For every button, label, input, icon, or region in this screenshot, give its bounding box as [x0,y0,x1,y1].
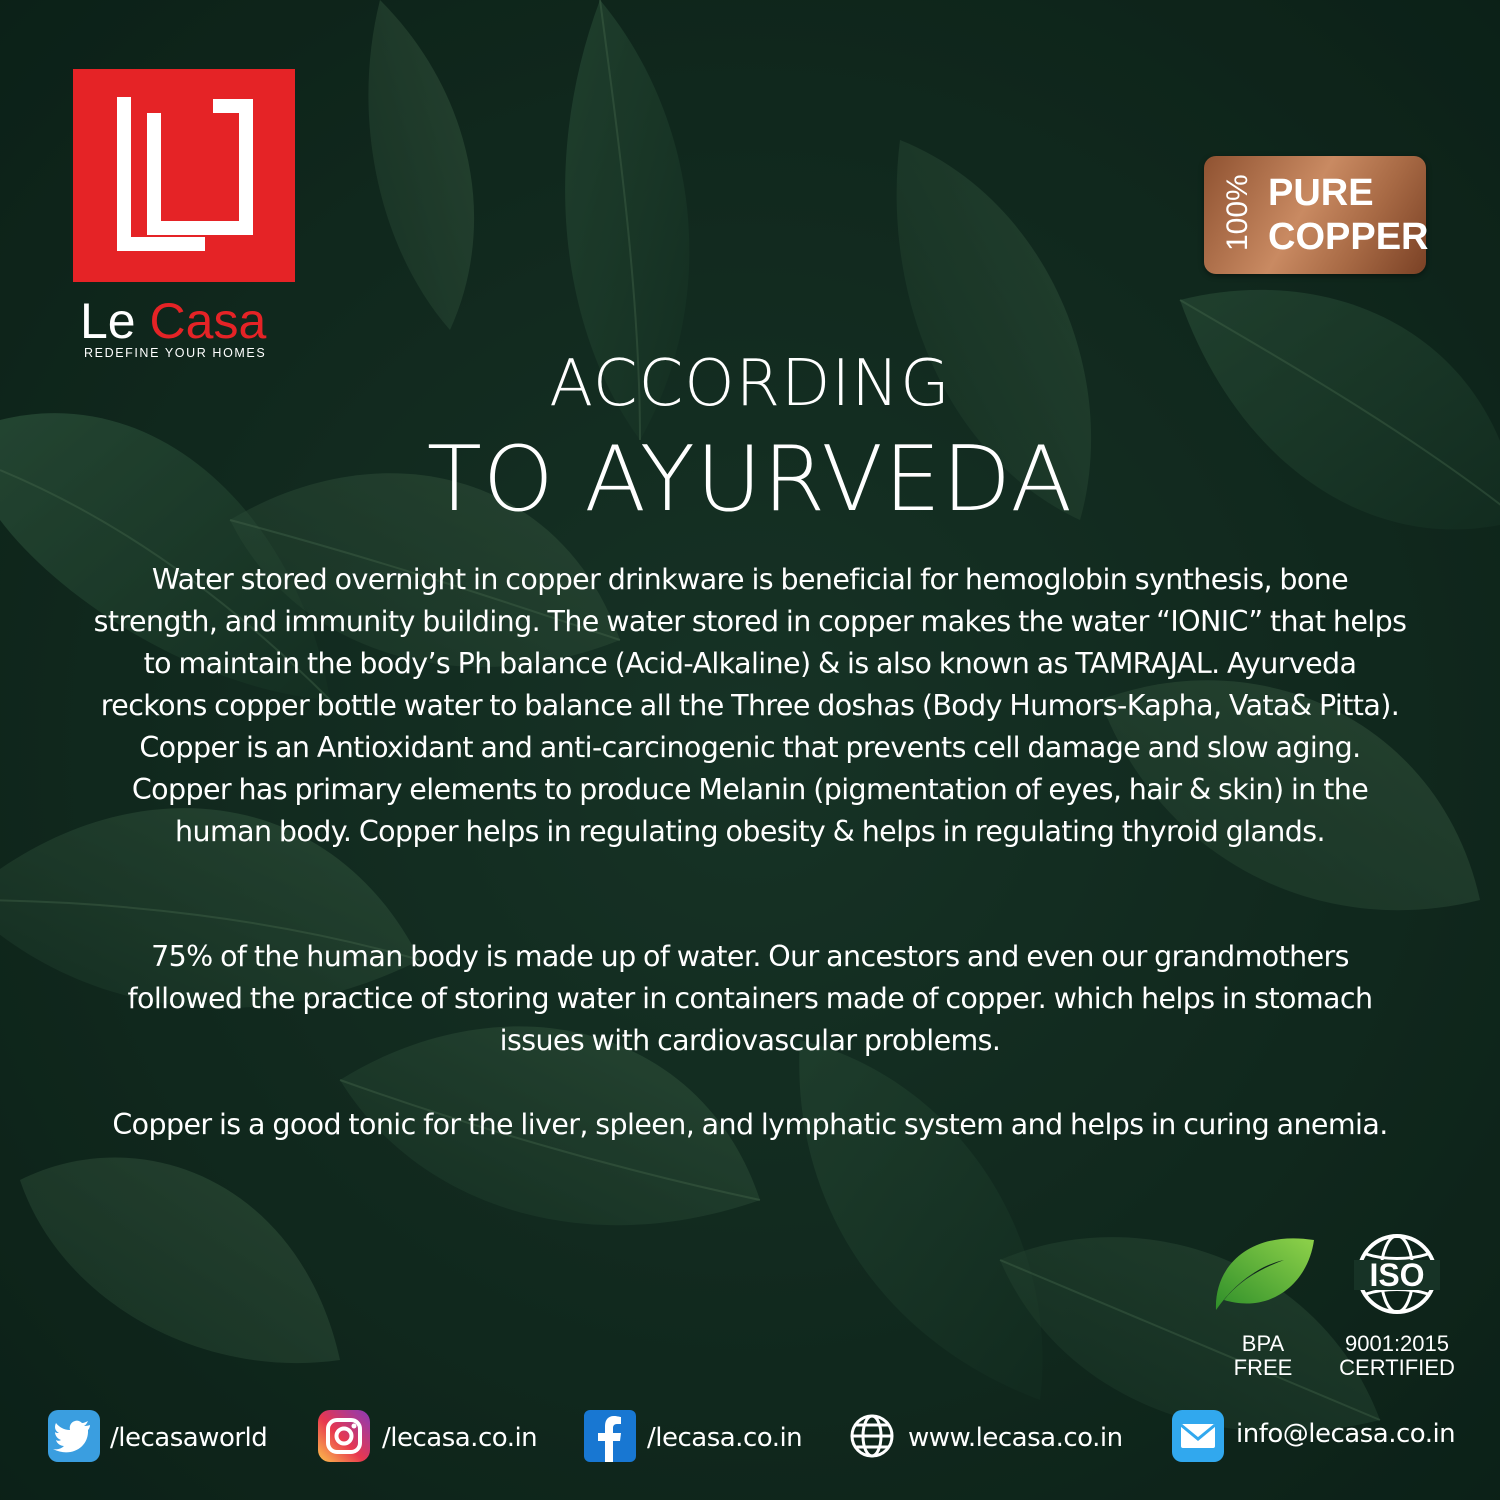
website-link[interactable]: www.lecasa.co.in [908,1423,1123,1453]
leaf-icon [1210,1226,1316,1316]
mail-icon[interactable] [1172,1410,1224,1462]
badge-line2: COPPER [1268,216,1429,258]
iso-certified-label [1330,1332,1464,1380]
logo-mark [73,69,295,282]
email-link[interactable]: info@lecasa.co.in [1236,1419,1456,1449]
brand-name-le: Le [80,293,136,349]
facebook-icon[interactable] [584,1410,636,1462]
iso-logo-text: ISO [1369,1257,1425,1293]
globe-icon[interactable] [846,1410,898,1462]
badge-percent: 100% [1221,174,1254,251]
heading-line2: TO AYURVEDA [426,427,1074,532]
brand-wordmark [80,292,290,350]
lc-monogram-icon [73,69,295,282]
paragraph-water: 75% of the human body is made up of water. Our ancestors and even our grandmothers followed the practice of storing water in containers made of copper. which helps in stomach issues with cardiovascular problems. [127,940,1373,1057]
paragraph-tonic: Copper is a good tonic for the liver, spleen, and lymphatic system and helps in curing anemia. [112,1108,1388,1141]
instagram-icon[interactable] [318,1410,370,1462]
twitter-handle[interactable]: /lecasaworld [110,1423,268,1453]
globe-icon [1354,1232,1440,1316]
iso-line1: 9001:2015 [1345,1331,1449,1356]
twitter-icon[interactable] [48,1410,100,1462]
instagram-handle[interactable]: /lecasa.co.in [382,1423,538,1453]
badge-line1: PURE [1268,172,1374,214]
brand-tagline: REDEFINE YOUR HOMES [84,346,267,360]
brand-name-casa: Casa [149,293,267,349]
bpa-free-label [1200,1332,1326,1380]
bpa-line1: BPA [1241,1331,1285,1356]
paragraph-ayurveda: Water stored overnight in copper drinkware is beneficial for hemoglobin synthesis, bone strength, and immunity building. The water stored in copper makes the water “IONIC” that helps to maintain the body’s Ph balance (Acid-Alkaline) & is also known as TAMRAJAL. Ayurveda reckons copper bottle water to balance all the Three doshas (Body Humors-Kapha, Vata& Pitta). Copper is an Antioxidant and anti-carcinogenic that prevents cell damage and slow aging. Copper has primary elements to produce Melanin (pigmentation of eyes, hair & skin) in the human body. Copper helps in regulating obesity & helps in regulating thyroid glands. [93,563,1407,848]
bpa-line2: FREE [1233,1355,1293,1380]
facebook-handle[interactable]: /lecasa.co.in [647,1423,803,1453]
heading-line1: ACCORDING [549,347,951,421]
iso-line2: CERTIFIED [1339,1355,1455,1380]
